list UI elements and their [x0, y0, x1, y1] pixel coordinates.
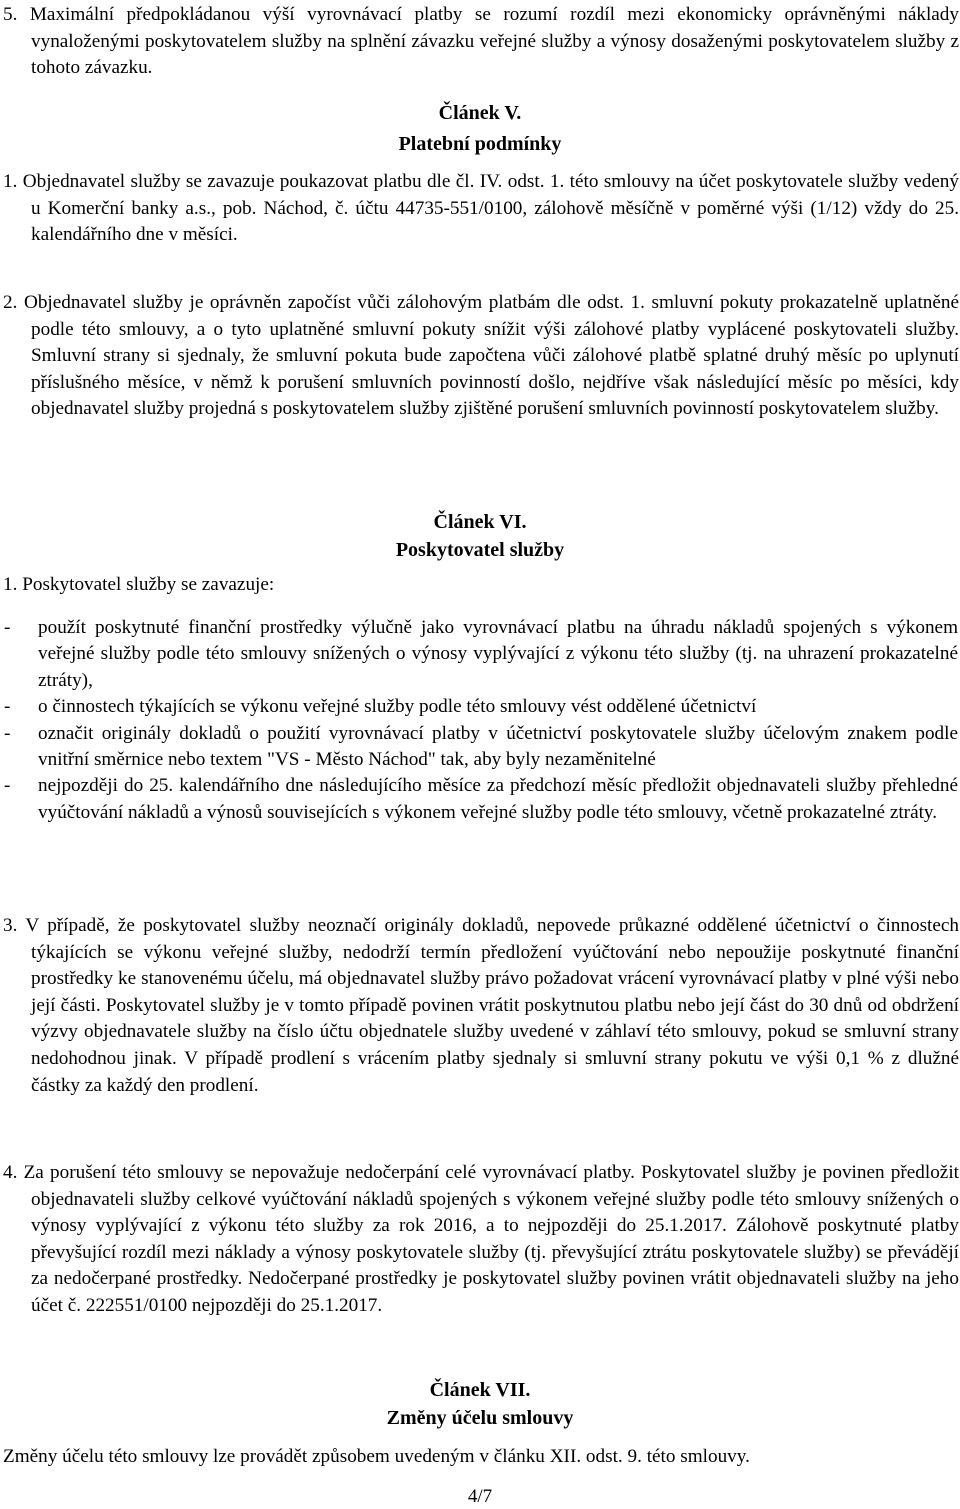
paragraph-5: 5. Maximální předpokládanou výší vyrovnávací platby se rozumí rozdíl mezi ekonomicky oprávněnými náklady vynaloženými poskytovatelem služby na splnění závazku veřejné služby a výnosy dosaženými poskytovatelem služby z tohoto závazku. [3, 4, 959, 79]
list-item [4, 721, 958, 774]
list-item-text: označit originály dokladů o použití vyrovnávací platby v účetnictví poskytovatele služby účelovým znakem podle vnitřní směrnice nebo textem "VS - Město Náchod" tak, aby byly nezaměnitelné [38, 722, 958, 771]
article-5-paragraph-1: 1. Objednavatel služby se zavazuje poukazovat platbu dle čl. IV. odst. 1. této smlouvy na účet poskytovatele služby vedený u Komerční banky a.s., pob. Náchod, č. účtu 44735-551/0100, zálohově měsíčně v poměrné výši (1/12) vždy do 25. kalendářního dne v měsíci. [3, 171, 959, 246]
list-item [4, 615, 958, 694]
list-item-dash: - [4, 696, 11, 718]
article-7-title: Článek VII. [429, 1379, 531, 1401]
list-item-text: o činnostech týkajících se výkonu veřejné služby podle této smlouvy vést oddělené účetnictví [38, 696, 757, 718]
list-item [4, 694, 958, 720]
article-7-subtitle: Změny účelu smlouvy [386, 1407, 574, 1429]
list-item-text: nejpozději do 25. kalendářního dne následujícího měsíce za předchozí měsíc předložit objednavateli služby přehledné vyúčtování nákladů a výnosů souvisejících s výkonem veřejné služby podle této smlouvy, včetně prokazatelné ztráty. [38, 775, 958, 823]
article-6-title: Článek VI. [433, 511, 527, 533]
page-number: 4/7 [467, 1486, 493, 1507]
list-item-text: použít poskytnuté finanční prostředky výlučně jako vyrovnávací platbu na úhradu nákladů spojených s výkonem veřejné služby podle této smlouvy snížených o výnosy vyplývající z výkonu této služby (tj. na uhrazení prokazatelné ztráty), [38, 617, 958, 691]
list-item-dash: - [4, 722, 11, 744]
article-6-paragraph-3: 3. V případě, že poskytovatel služby neoznačí originály dokladů, nepovede průkazné oddělené účetnictví o činnostech týkajících se výkonu veřejné služby, nedodrží termín předložení vyúčtování nebo nepoužije poskytnuté finanční prostředky ke stanovenému účelu, má objednavatel služby právo požadovat vrácení vyrovnávací platby v plné výši nebo její části. Poskytovatel služby je v tomto případě povinen vrátit poskytnutou platbu nebo její část do 30 dnů od obdržení výzvy objednavatele služby na číslo účtu objednatele služby uvedené v záhlaví této smlouvy, pokud se smluvní strany nedohodnou jinak. V případě prodlení s vrácením platby sjednaly si smluvní strany pokutu ve výši 0,1 % z dlužné částky za každý den prodlení. [3, 915, 959, 1096]
article-6-paragraph-1-intro: 1. Poskytovatel služby se zavazuje: [3, 574, 275, 595]
article-7-text: Změny účelu této smlouvy lze provádět způsobem uvedeným v článku XII. odst. 9. této smlouvy. [3, 1446, 750, 1467]
list-item-dash: - [4, 775, 11, 797]
article-5-subtitle: Platební podmínky [398, 133, 562, 155]
article-5-paragraph-2: 2. Objednavatel služby je oprávněn započíst vůči zálohovým platbám dle odst. 1. smluvní pokuty prokazatelně uplatněné podle této smlouvy, a o tyto uplatněné smluvní pokuty snížit výši zálohové platby vyplácené poskytovateli služby. Smluvní strany si sjednaly, že smluvní pokuta bude započtena vůči zálohové platbě splatné druhý měsíc po uplynutí příslušného měsíce, v němž k porušení smluvních povinností došlo, nejdříve však následující měsíc po měsíci, kdy objednavatel služby projedná s poskytovatelem služby zjištěné porušení smluvních povinností poskytovatelem služby. [3, 292, 959, 420]
article-6-paragraph-4: 4. Za porušení této smlouvy se nepovažuje nedočerpání celé vyrovnávací platby. Poskytovatel služby je povinen předložit objednavateli služby celkové vyúčtování nákladů spojených s výkonem veřejné služby podle této smlouvy snížených o výnosy vyplývající z výkonu této služby za rok 2016, a to nejpozději do 25.1.2017. Zálohově poskytnuté platby převyšující rozdíl mezi náklady a výnosy poskytovatele služby (tj. převyšující ztrátu poskytovatele služby) se převádějí za nedočerpané prostředky. Nedočerpané prostředky je poskytovatel služby povinen vrátit objednavateli služby na jeho účet č. 222551/0100 nejpozději do 25.1.2017. [3, 1162, 959, 1316]
obligations-list [4, 615, 958, 826]
list-item [4, 773, 958, 826]
article-6-subtitle: Poskytovatel služby [395, 539, 565, 561]
list-item-dash: - [4, 617, 11, 638]
article-5-title: Článek V. [438, 102, 522, 124]
